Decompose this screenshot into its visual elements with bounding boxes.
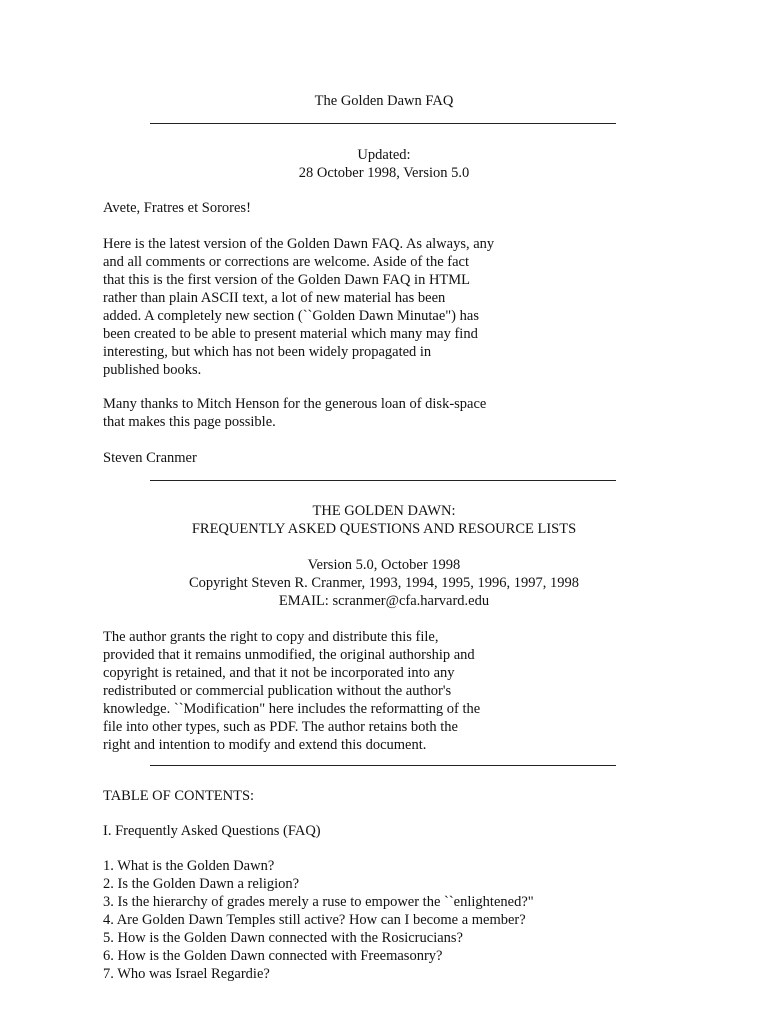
text-line: Here is the latest version of the Golden Dawn FAQ. As always, any (103, 236, 495, 252)
thanks-paragraph (103, 395, 543, 431)
text-line: rather than plain ASCII text, a lot of new material has been (103, 290, 446, 306)
text-line: The author grants the right to copy and distribute this file, (103, 629, 439, 645)
greeting: Avete, Fratres et Sorores! (103, 200, 251, 216)
version-line: Version 5.0, October 1998 (307, 557, 461, 573)
toc-item: 5. How is the Golden Dawn connected with the Rosicrucians? (103, 930, 463, 946)
toc-item: 6. How is the Golden Dawn connected with Freemasonry? (103, 948, 443, 964)
toc-item: 4. Are Golden Dawn Temples still active? How can I become a member? (103, 912, 526, 928)
text-line: provided that it remains unmodified, the original authorship and (103, 647, 475, 663)
text-line: been created to be able to present material which many may find (103, 326, 478, 342)
text-line: right and intention to modify and extend this document. (103, 737, 427, 753)
text-line: Many thanks to Mitch Henson for the generous loan of disk-space (103, 396, 487, 412)
updated-date: 28 October 1998, Version 5.0 (298, 165, 470, 181)
text-line: knowledge. ``Modification" here includes the reformatting of the (103, 701, 481, 717)
horizontal-rule (150, 765, 616, 766)
horizontal-rule (150, 480, 616, 481)
text-line: copyright is retained, and that it not be incorporated into any (103, 665, 455, 681)
text-line: published books. (103, 362, 202, 378)
toc-item: 2. Is the Golden Dawn a religion? (103, 876, 300, 892)
email-line: EMAIL: scranmer@cfa.harvard.edu (278, 593, 490, 609)
toc-item: 1. What is the Golden Dawn? (103, 858, 275, 874)
main-title-line2: FREQUENTLY ASKED QUESTIONS AND RESOURCE LISTS (191, 521, 577, 537)
text-line: added. A completely new section (``Golden Dawn Minutae") has (103, 308, 479, 324)
text-line: file into other types, such as PDF. The author retains both the (103, 719, 458, 735)
text-line: that this is the first version of the Golden Dawn FAQ in HTML (103, 272, 471, 288)
text-line: and all comments or corrections are welcome. Aside of the fact (103, 254, 469, 270)
text-line: redistributed or commercial publication without the author's (103, 683, 452, 699)
signature: Steven Cranmer (103, 450, 197, 466)
page-title: The Golden Dawn FAQ (314, 93, 454, 109)
horizontal-rule (150, 123, 616, 124)
intro-paragraph (103, 235, 543, 379)
text-line: interesting, but which has not been widely propagated in (103, 344, 432, 360)
copyright-line: Copyright Steven R. Cranmer, 1993, 1994, 1995, 1996, 1997, 1998 (188, 575, 580, 591)
toc-heading: TABLE OF CONTENTS: (103, 788, 255, 804)
toc-item: 3. Is the hierarchy of grades merely a ruse to empower the ``enlightened?" (103, 894, 534, 910)
toc-item: 7. Who was Israel Regardie? (103, 966, 270, 982)
license-paragraph (103, 628, 543, 754)
toc-list (103, 857, 663, 983)
main-title-line1: THE GOLDEN DAWN: (312, 503, 456, 519)
text-line: that makes this page possible. (103, 414, 276, 430)
toc-section-title: I. Frequently Asked Questions (FAQ) (103, 823, 321, 839)
updated-label: Updated: (357, 147, 411, 163)
